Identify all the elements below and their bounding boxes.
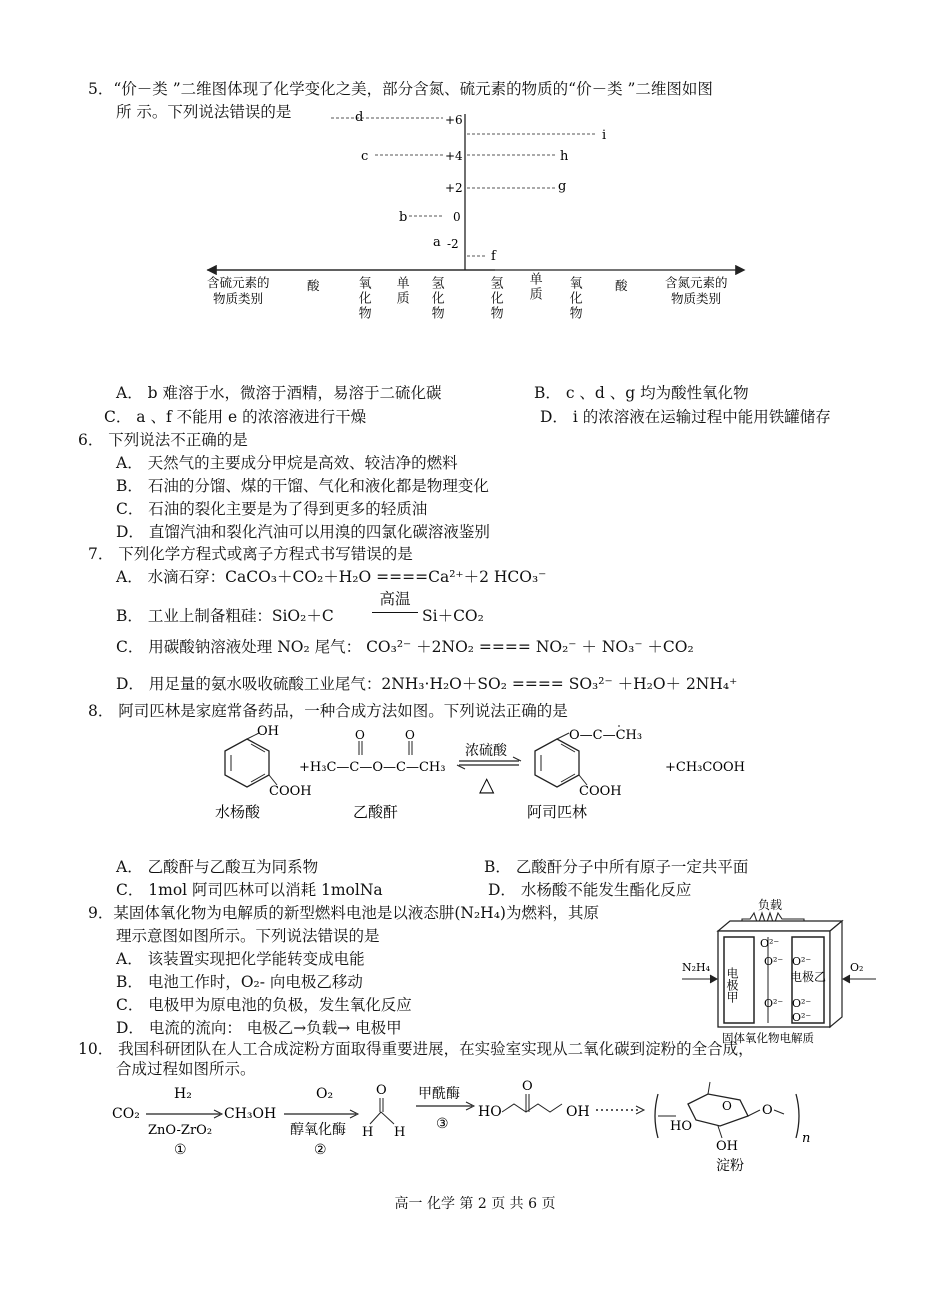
acetic-anhydride-name: 乙酸酐	[353, 803, 399, 821]
q5-option-d: D． i 的浓溶液在运输过程中能用铁罐储存	[540, 408, 831, 426]
aspirin-name: 阿司匹林	[527, 803, 588, 821]
q5-stem-line2: 所 示。下列说法错误的是	[116, 103, 292, 121]
formaldehyde-h2: H	[394, 1125, 406, 1140]
point-c: c	[361, 149, 369, 164]
point-g: g	[558, 179, 567, 194]
formaldehyde-o: O	[376, 1083, 387, 1098]
point-a: a	[433, 235, 441, 250]
point-d: d	[355, 110, 364, 125]
q7-option-b	[116, 607, 334, 626]
valence-class-diagram	[195, 110, 755, 340]
s-cat-hydride: 氢化物	[428, 276, 444, 321]
ring-o: O	[722, 1099, 732, 1113]
q7-c-label: C． 用碳酸钠溶液处理 NO₂ 尾气：	[116, 638, 362, 656]
starch-label: 淀粉	[716, 1158, 744, 1172]
dha-ho: HO	[478, 1104, 502, 1120]
page-footer: 高一 化学 第 2 页 共 6 页	[394, 1196, 556, 1212]
q7-d-equation: 2NH₃·H₂O＋SO₂ ==== SO₃²⁻ ＋H₂O＋ 2NH₄⁺	[381, 675, 738, 693]
aspirin-synthesis-scheme	[195, 725, 765, 825]
q10-stem-line1: 10． 我国科研团队在人工合成淀粉方面取得重要进展，在实验室实现从二氧化碳到淀粉的全合成，	[78, 1040, 754, 1058]
starch-oh: OH	[716, 1139, 738, 1154]
nitrogen-axis-label-1: 含氮元素的	[665, 275, 728, 290]
q6-option-d: D． 直馏汽油和裂化汽油可以用溴的四氯化碳溶液鉴别	[116, 523, 490, 541]
starch-ho: HO	[670, 1119, 692, 1134]
step2-label: ②	[314, 1142, 327, 1158]
q7-stem: 7． 下列化学方程式或离子方程式书写错误的是	[88, 545, 413, 563]
ion-o2-6: O²⁻	[792, 1011, 812, 1024]
nitrogen-axis-label-2: 物质类别	[671, 291, 722, 306]
q9-stem-line1: 9．某固体氧化物为电解质的新型燃料电池是以液态肼(N₂H₄)为燃料，其原	[88, 904, 599, 922]
q5-option-a: A． b 难溶于水，微溶于酒精，易溶于二硫化碳	[116, 384, 442, 402]
point-b: b	[399, 210, 408, 225]
anhydride-formula: +H₃C—C—O—C—CH₃	[299, 760, 446, 775]
electrode-jia-label: 电极甲	[725, 967, 739, 1003]
q6-option-b: B． 石油的分馏、煤的干馏、气化和液化都是物理变化	[116, 477, 489, 495]
q7-option-d	[116, 675, 737, 694]
valence-plus4: +4	[445, 149, 463, 163]
q7-b-left: SiO₂＋C	[271, 607, 334, 625]
q9-option-b: B． 电池工作时，O₂- 向电极乙移动	[116, 973, 363, 991]
valence-plus6: +6	[445, 113, 463, 127]
q6-option-a: A． 天然气的主要成分甲烷是高效、较洁净的燃料	[116, 454, 458, 472]
salicylic-ring	[225, 739, 269, 787]
n-cat-oxide: 氧化物	[566, 276, 582, 321]
s-cat-acid: 酸	[307, 278, 320, 293]
repeat-n: n	[802, 1131, 811, 1146]
q9-option-a: A． 该装置实现把化学能转变成电能	[116, 950, 365, 968]
q9-stem-line2: 理示意图如图所示。下列说法错误的是	[116, 927, 380, 945]
q7-a-equation: CaCO₃＋CO₂＋H₂O ====Ca²⁺＋2 HCO₃⁻	[225, 568, 547, 586]
salicylic-cooh: COOH	[269, 784, 312, 799]
q7-b-right: Si＋CO₂	[422, 607, 484, 625]
electrolyte-label: 固体氧化物电解质	[722, 1031, 814, 1045]
q10-stem-line2: 合成过程如图所示。	[116, 1060, 256, 1078]
step1-label: ①	[174, 1142, 187, 1158]
q7-c-equation: CO₃²⁻ ＋2NO₂ ==== NO₂⁻ ＋ NO₃⁻ ＋CO₂	[366, 638, 694, 656]
methanol-label: CH₃OH	[224, 1106, 277, 1122]
byproduct-acetic-acid: +CH₃COOH	[665, 760, 745, 775]
sulfur-axis-label-1: 含硫元素的	[207, 275, 270, 290]
electrode-yi-label: 电极乙	[790, 970, 827, 984]
co2-label: CO₂	[112, 1106, 140, 1122]
aspirin-ester-group: O—C—CH₃	[569, 728, 643, 743]
q6-stem: 6． 下列说法不正确的是	[78, 431, 248, 449]
q5-option-b: B． c 、d 、g 均为酸性氧化物	[534, 384, 749, 402]
q8-option-d: D． 水杨酸不能发生酯化反应	[488, 881, 692, 899]
catalyst1-label: ZnO-ZrO₂	[148, 1123, 213, 1138]
starch-synthesis-scheme	[110, 1076, 830, 1172]
ion-o2-2: O²⁻	[764, 955, 784, 968]
q5-option-c: C． a 、f 不能用 e 的浓溶液进行干燥	[104, 408, 367, 426]
n-cat-hydride: 氢化物	[487, 276, 503, 321]
point-i: i	[602, 128, 607, 143]
heat-symbol: △	[479, 772, 495, 796]
q7-a-label: A． 水滴石穿：	[116, 568, 226, 586]
ion-o2-1: O²⁻	[760, 937, 780, 950]
dha-o: O	[522, 1079, 533, 1094]
ion-o2-5: O²⁻	[792, 997, 812, 1010]
aspirin-cooh: COOH	[579, 784, 622, 799]
anhydride-o-2: O	[405, 728, 415, 742]
enzyme3-label: 甲酰酶	[418, 1086, 460, 1102]
enzyme2-label: 醇氧化酶	[290, 1122, 346, 1138]
n-cat-acid: 酸	[615, 278, 628, 293]
q7-d-label: D． 用足量的氨水吸收硫酸工业尾气：	[116, 675, 382, 693]
q7-b-arrow-line	[372, 612, 418, 613]
ion-o2-4: O²⁻	[764, 997, 784, 1010]
catalyst-label: 浓硫酸	[465, 743, 507, 759]
valence-plus2: +2	[445, 181, 463, 195]
salicylic-oh: OH	[257, 725, 279, 739]
salicylic-acid-name: 水杨酸	[215, 803, 261, 821]
sulfur-axis-label-2: 物质类别	[213, 291, 264, 306]
step3-label: ③	[436, 1116, 449, 1132]
n-cat-element: 单质	[526, 272, 542, 302]
q7-option-a	[116, 568, 546, 587]
aspirin-ring	[535, 739, 579, 787]
q7-b-condition: 高温	[379, 590, 411, 608]
q6-option-c: C． 石油的裂化主要是为了得到更多的轻质油	[116, 500, 428, 518]
q7-b-label: B． 工业上制备粗硅：	[116, 607, 272, 625]
q9-option-c: C． 电极甲为原电池的负极，发生氧化反应	[116, 996, 412, 1014]
q5-stem-line1: 5．“价－类 ”二维图体现了化学变化之美，部分含氮、硫元素的物质的“价－类 ”二维图如图	[88, 80, 713, 98]
q8-option-c: C． 1mol 阿司匹林可以消耗 1molNa	[116, 881, 383, 899]
anhydride-o-1: O	[355, 728, 365, 742]
s-cat-oxide: 氧化物	[355, 276, 371, 321]
glycosidic-o: O	[762, 1103, 773, 1118]
valence-0: 0	[453, 210, 461, 224]
formaldehyde-h1: H	[362, 1125, 374, 1140]
oxidant-label: O₂	[850, 961, 864, 974]
valence-minus2: -2	[447, 237, 459, 251]
ion-o2-3: O²⁻	[792, 955, 812, 968]
point-f: f	[491, 249, 496, 264]
load-label: 负载	[758, 898, 783, 912]
q7-option-c	[116, 638, 694, 657]
glucose-ring	[688, 1094, 748, 1126]
point-h: h	[560, 149, 569, 164]
fuel-cell-diagram	[680, 895, 880, 1045]
q9-option-d: D． 电流的流向： 电极乙→负载→ 电极甲	[116, 1019, 402, 1037]
q8-stem: 8． 阿司匹林是家庭常备药品，一种合成方法如图。下列说法正确的是	[88, 702, 568, 720]
o2-label: O₂	[316, 1086, 334, 1102]
h2-label: H₂	[174, 1086, 192, 1102]
s-cat-element: 单质	[393, 276, 409, 306]
q8-option-a: A． 乙酸酐与乙酸互为同系物	[116, 858, 319, 876]
q8-option-b: B． 乙酸酐分子中所有原子一定共平面	[484, 858, 749, 876]
fuel-label: N₂H₄	[682, 961, 711, 974]
dha-oh: OH	[566, 1104, 590, 1120]
